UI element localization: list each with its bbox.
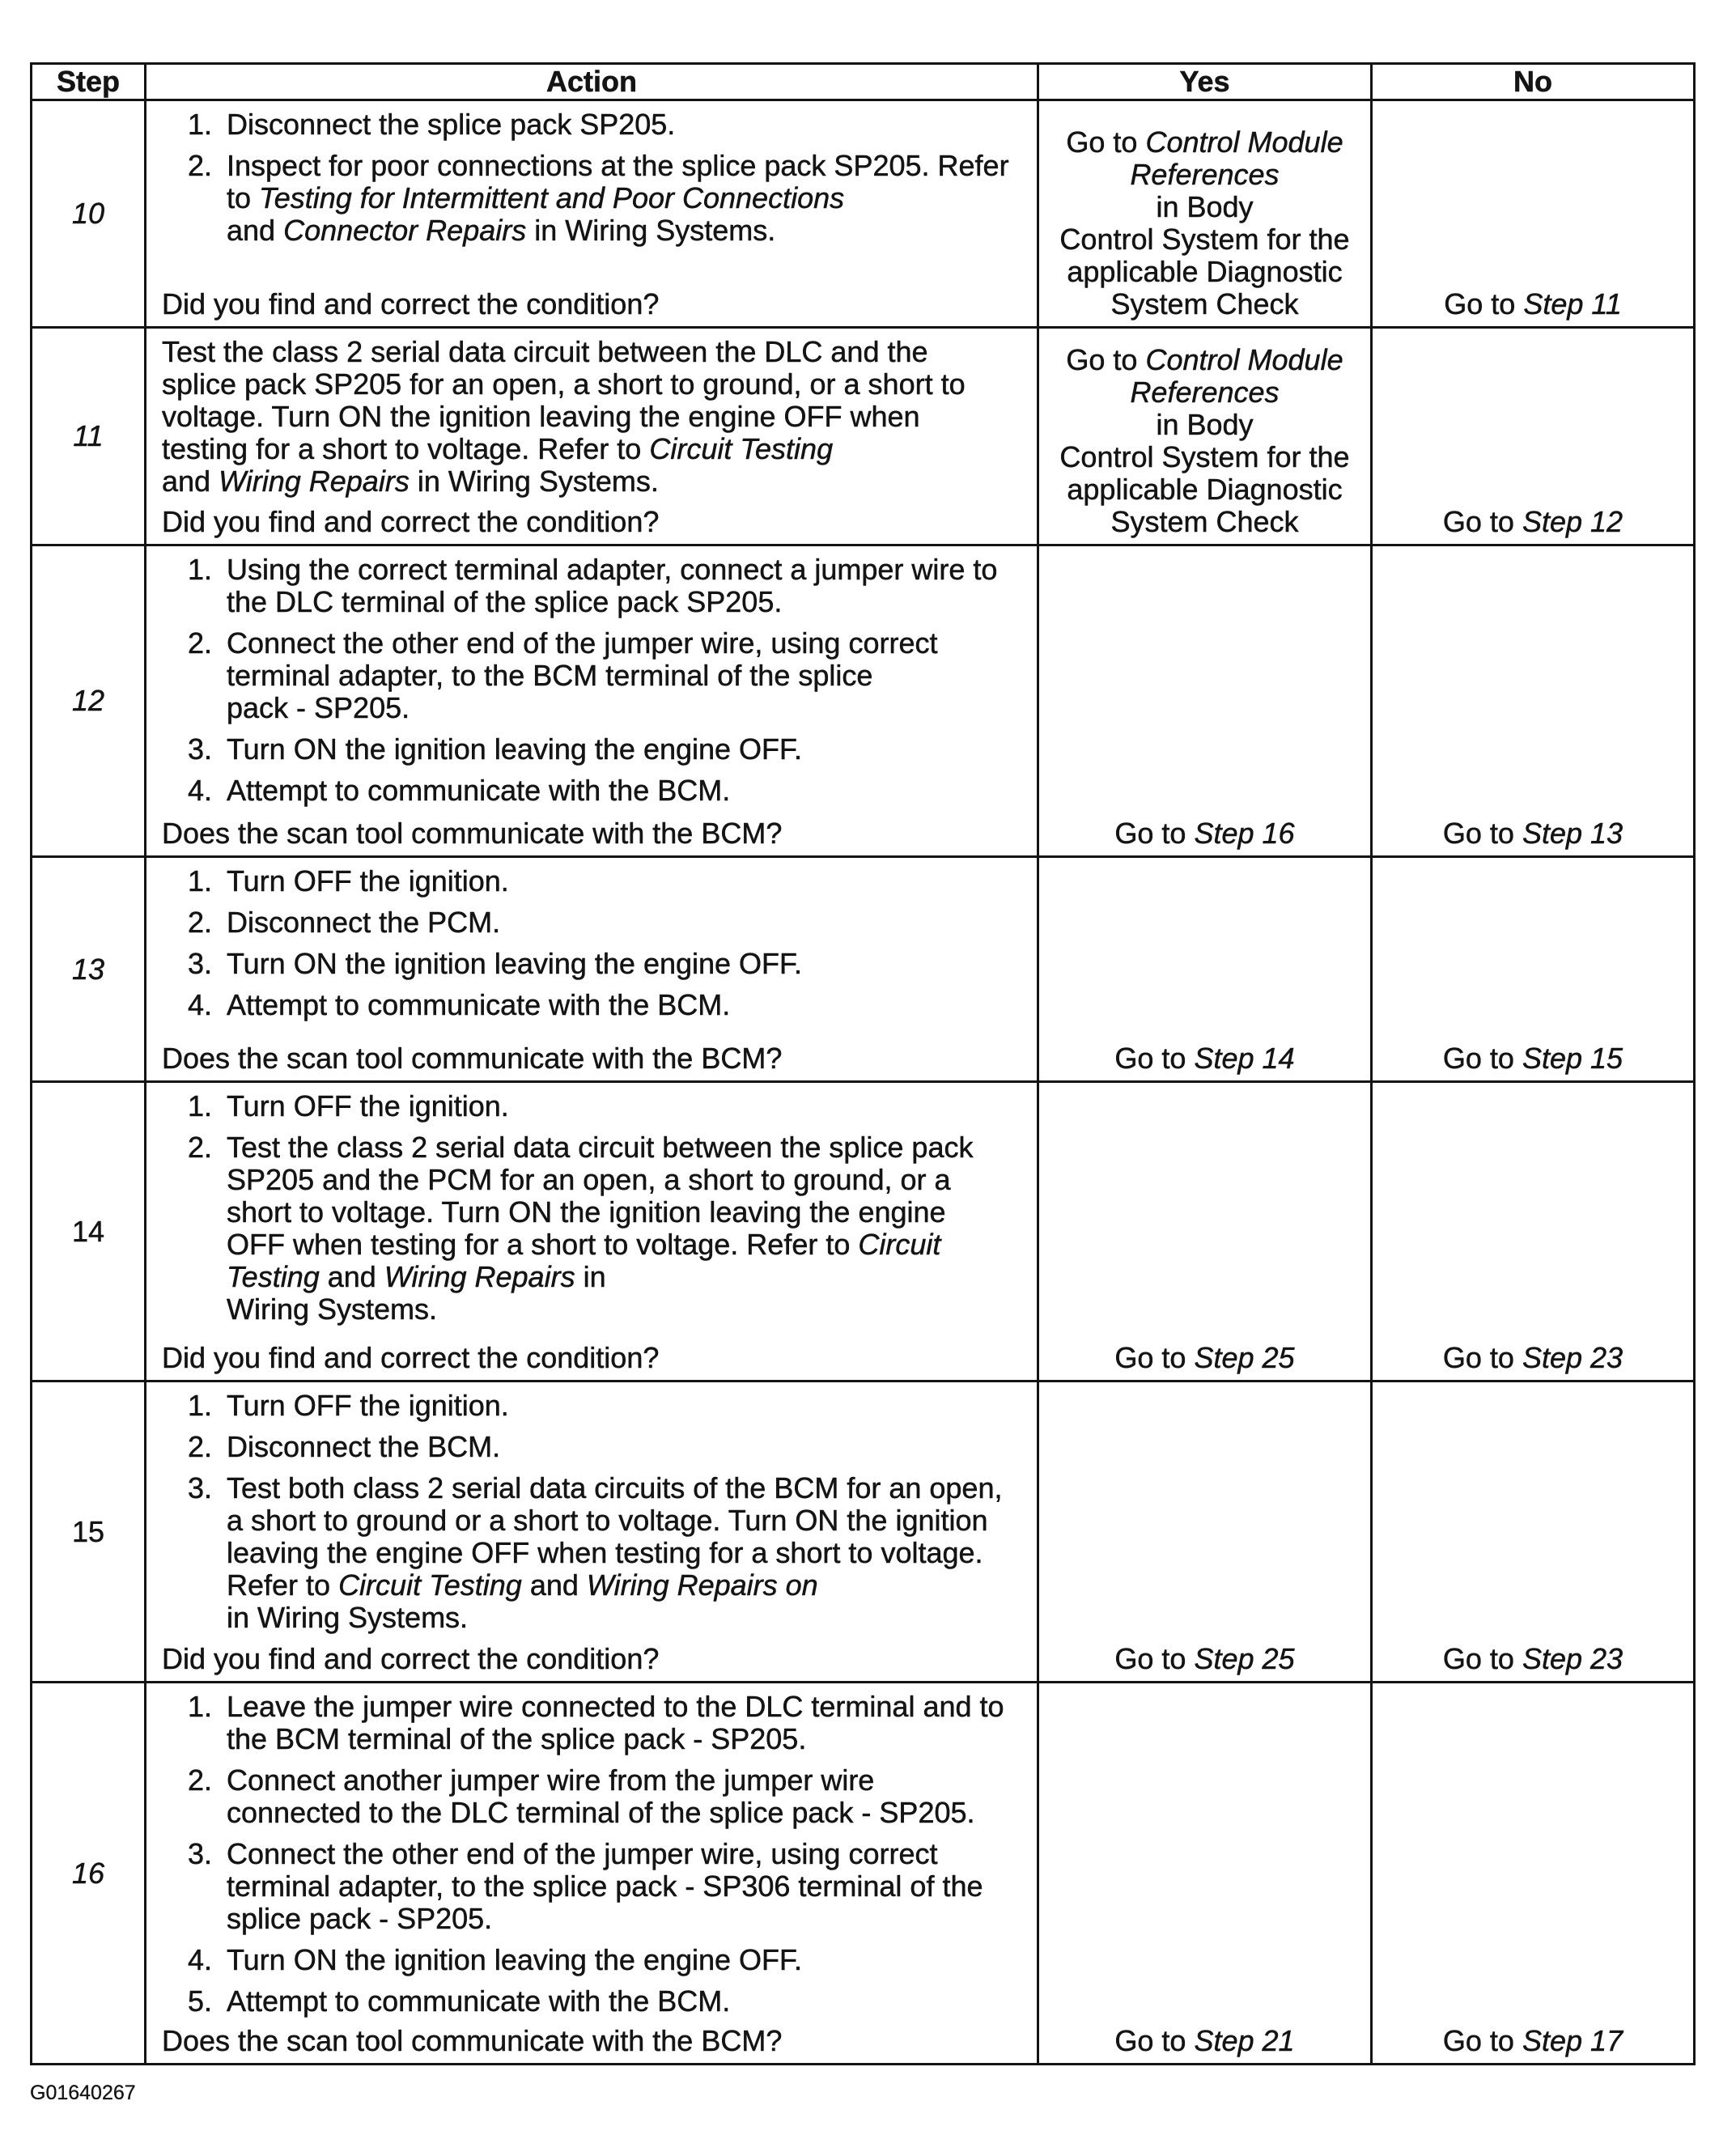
action-line bbox=[227, 1537, 1037, 1569]
action-line bbox=[227, 1090, 1037, 1123]
item-number: 2. bbox=[188, 149, 213, 182]
text-run: and bbox=[319, 1260, 384, 1293]
step-row bbox=[32, 546, 1696, 858]
step-row bbox=[32, 329, 1696, 546]
instruction-item bbox=[146, 1131, 1037, 1326]
action-line bbox=[227, 948, 1037, 980]
step-number-cell bbox=[32, 1382, 146, 1683]
action-line bbox=[227, 1131, 1037, 1164]
text-run: Go to bbox=[1442, 1042, 1522, 1075]
text-run: System Check bbox=[1110, 287, 1299, 320]
instruction-item bbox=[146, 1472, 1037, 1634]
item-number: 1. bbox=[188, 1690, 213, 1723]
step-row bbox=[32, 101, 1696, 329]
no-line bbox=[1443, 2025, 1623, 2057]
instruction-item bbox=[146, 1691, 1037, 1755]
action-line bbox=[227, 1472, 1037, 1505]
action-line bbox=[162, 433, 1037, 465]
instruction-item bbox=[146, 1838, 1037, 1935]
instruction-item bbox=[146, 1985, 1037, 2018]
text-run: and bbox=[162, 465, 219, 498]
italic-text: Wiring Repairs bbox=[219, 465, 410, 498]
text-run: Connect the other end of the jumper wire, using correct bbox=[227, 1837, 938, 1870]
text-run: Turn ON the ignition leaving the engine OFF. bbox=[227, 947, 803, 980]
no-cell bbox=[1373, 329, 1696, 546]
instruction-item bbox=[146, 906, 1037, 939]
yes-cell bbox=[1039, 546, 1373, 858]
italic-text: Step 25 bbox=[1194, 1341, 1295, 1374]
action-line bbox=[227, 554, 1037, 586]
step-number: 15 bbox=[71, 1514, 105, 1548]
action-cell bbox=[146, 329, 1039, 546]
text-run: Go to bbox=[1444, 287, 1524, 320]
text-run: Wiring Systems. bbox=[227, 1292, 438, 1326]
text-run: Go to bbox=[1442, 1642, 1522, 1675]
yes-line bbox=[1067, 256, 1342, 288]
yes-line bbox=[1059, 441, 1349, 473]
yes-line bbox=[1067, 473, 1342, 506]
yes-line bbox=[1114, 2025, 1294, 2057]
step-number-cell bbox=[32, 101, 146, 329]
item-number: 2. bbox=[188, 626, 213, 660]
text-run: Refer to bbox=[227, 1568, 339, 1602]
yes-cell bbox=[1039, 101, 1373, 329]
yes-line bbox=[1130, 376, 1279, 409]
yes-line bbox=[1130, 159, 1279, 191]
step-number-cell bbox=[32, 1083, 146, 1382]
no-line bbox=[1443, 1342, 1623, 1374]
action-cell bbox=[146, 546, 1039, 858]
action-cell bbox=[146, 1382, 1039, 1683]
text-run: to bbox=[227, 181, 260, 214]
text-run: Connect another jumper wire from the jumper wire bbox=[227, 1763, 875, 1797]
yes-line bbox=[1114, 1042, 1294, 1075]
no-line bbox=[1443, 817, 1623, 850]
text-run: voltage. Turn ON the ignition leaving the engine OFF when bbox=[162, 400, 920, 433]
text-run: Test the class 2 serial data circuit between the DLC and the bbox=[162, 335, 928, 368]
action-line bbox=[227, 586, 1037, 618]
italic-text: Testing for Intermittent and Poor Connections bbox=[259, 181, 845, 214]
text-run: in Body bbox=[1156, 408, 1254, 441]
italic-text: Wiring Repairs bbox=[384, 1260, 575, 1293]
yes-line bbox=[1059, 223, 1349, 256]
item-number: 3. bbox=[188, 947, 213, 980]
item-number: 2. bbox=[188, 1131, 213, 1164]
instruction-item bbox=[146, 1390, 1037, 1422]
yes-line bbox=[1110, 506, 1298, 538]
action-line bbox=[227, 1196, 1037, 1229]
header-no: No bbox=[1373, 65, 1696, 101]
text-run: a short to ground or a short to voltage. Turn ON the ignition bbox=[227, 1504, 988, 1537]
yes-cell bbox=[1039, 1382, 1373, 1683]
action-line bbox=[227, 1505, 1037, 1537]
item-number: 3. bbox=[188, 1471, 213, 1505]
text-run: Connect the other end of the jumper wire, using correct bbox=[227, 626, 938, 660]
yes-cell bbox=[1039, 1083, 1373, 1382]
italic-text: Circuit bbox=[858, 1228, 941, 1261]
italic-text: References bbox=[1130, 376, 1280, 409]
italic-text: Step 25 bbox=[1194, 1642, 1295, 1675]
item-number: 2. bbox=[188, 1763, 213, 1797]
action-line bbox=[227, 906, 1037, 939]
text-run: Go to bbox=[1442, 1341, 1522, 1374]
action-line bbox=[162, 401, 1037, 433]
diagnostic-table bbox=[30, 62, 1696, 2065]
action-line bbox=[227, 1764, 1037, 1797]
text-run: Disconnect the BCM. bbox=[227, 1430, 501, 1463]
item-number: 1. bbox=[188, 1389, 213, 1422]
instruction-item bbox=[146, 627, 1037, 724]
action-line bbox=[227, 1903, 1037, 1935]
action-line bbox=[227, 1293, 1037, 1326]
action-line bbox=[227, 1164, 1037, 1196]
instruction-item bbox=[146, 775, 1037, 807]
text-run: the BCM terminal of the splice pack - SP205. bbox=[227, 1722, 807, 1755]
italic-text: Step 12 bbox=[1522, 505, 1624, 538]
item-number: 1. bbox=[188, 108, 213, 141]
step-row bbox=[32, 858, 1696, 1083]
no-line bbox=[1444, 288, 1622, 320]
action-line bbox=[162, 465, 1037, 498]
instruction-item bbox=[146, 865, 1037, 898]
question-text: Did you find and correct the condition? bbox=[162, 505, 660, 538]
action-line bbox=[227, 1838, 1037, 1870]
no-cell bbox=[1373, 858, 1696, 1083]
no-cell bbox=[1373, 1083, 1696, 1382]
yes-line bbox=[1114, 817, 1294, 850]
text-run: Attempt to communicate with the BCM. bbox=[227, 1984, 731, 2018]
action-line bbox=[227, 1261, 1037, 1293]
text-run: Go to bbox=[1114, 1042, 1195, 1075]
table-header-row bbox=[32, 65, 1696, 101]
step-number-cell bbox=[32, 546, 146, 858]
text-run: and bbox=[521, 1568, 587, 1602]
action-line bbox=[227, 1390, 1037, 1422]
figure-id: G01640267 bbox=[30, 2082, 136, 2104]
text-run: Control System for the bbox=[1059, 440, 1350, 473]
action-line bbox=[227, 1691, 1037, 1723]
step-number-cell bbox=[32, 329, 146, 546]
item-number: 5. bbox=[188, 1984, 213, 2018]
yes-cell bbox=[1039, 858, 1373, 1083]
text-run: and bbox=[227, 214, 284, 247]
italic-text: Step 13 bbox=[1522, 817, 1624, 850]
action-line bbox=[227, 692, 1037, 724]
text-run: Turn OFF the ignition. bbox=[227, 864, 509, 898]
text-run: Disconnect the splice pack SP205. bbox=[227, 108, 676, 141]
action-line bbox=[227, 660, 1037, 692]
action-line bbox=[227, 1602, 1037, 1634]
text-run: terminal adapter, to the BCM terminal of the splice bbox=[227, 659, 873, 692]
text-run: Attempt to communicate with the BCM. bbox=[227, 774, 731, 807]
no-cell bbox=[1373, 1683, 1696, 2065]
yes-line bbox=[1066, 344, 1343, 376]
action-line bbox=[162, 336, 1037, 368]
instruction-paragraph bbox=[146, 336, 1037, 498]
italic-text: Step 21 bbox=[1194, 2024, 1295, 2057]
action-line bbox=[227, 1985, 1037, 2018]
text-run: testing for a short to voltage. Refer to bbox=[162, 432, 650, 465]
no-line bbox=[1443, 506, 1623, 538]
action-line bbox=[227, 1723, 1037, 1755]
italic-text: Connector Repairs bbox=[283, 214, 527, 247]
text-run: Go to bbox=[1114, 1642, 1195, 1675]
yes-line bbox=[1066, 126, 1343, 159]
action-line bbox=[227, 1569, 1037, 1602]
step-number: 16 bbox=[71, 1856, 105, 1890]
no-line bbox=[1443, 1042, 1623, 1075]
action-cell bbox=[146, 1083, 1039, 1382]
text-run: Turn OFF the ignition. bbox=[227, 1089, 509, 1123]
text-run: Disconnect the PCM. bbox=[227, 906, 501, 939]
action-line bbox=[227, 1431, 1037, 1463]
text-run: Test both class 2 serial data circuits of the BCM for an open, bbox=[227, 1471, 1003, 1505]
text-run: Turn ON the ignition leaving the engine OFF. bbox=[227, 1943, 803, 1976]
text-run: Attempt to communicate with the BCM. bbox=[227, 988, 731, 1021]
item-number: 1. bbox=[188, 1089, 213, 1123]
instruction-item bbox=[146, 150, 1037, 247]
action-line bbox=[227, 775, 1037, 807]
instruction-item bbox=[146, 1764, 1037, 1829]
item-number: 4. bbox=[188, 1943, 213, 1976]
yes-line bbox=[1114, 1643, 1294, 1675]
italic-text: Step 11 bbox=[1523, 287, 1622, 320]
italic-text: Step 23 bbox=[1522, 1341, 1624, 1374]
italic-text: Testing bbox=[227, 1260, 320, 1293]
text-run: Go to bbox=[1114, 817, 1195, 850]
text-run: in Body bbox=[1156, 190, 1254, 223]
text-run: Go to bbox=[1114, 1341, 1195, 1374]
yes-line bbox=[1114, 1342, 1294, 1374]
header-action: Action bbox=[146, 65, 1039, 101]
step-row bbox=[32, 1683, 1696, 2065]
item-number: 3. bbox=[188, 1837, 213, 1870]
text-run: Go to bbox=[1066, 125, 1146, 159]
text-run: Inspect for poor connections at the splice pack SP205. Refer bbox=[227, 149, 1009, 182]
text-run: Go to bbox=[1442, 817, 1522, 850]
text-run: in Wiring Systems. bbox=[526, 214, 776, 247]
text-run: splice pack SP205 for an open, a short to ground, or a short to bbox=[162, 367, 966, 401]
yes-line bbox=[1156, 409, 1253, 441]
text-run: Turn OFF the ignition. bbox=[227, 1389, 509, 1422]
item-number: 1. bbox=[188, 553, 213, 586]
question-text: Does the scan tool communicate with the BCM? bbox=[162, 817, 783, 850]
instruction-item bbox=[146, 733, 1037, 766]
italic-text: Circuit Testing bbox=[338, 1568, 522, 1602]
text-run: connected to the DLC terminal of the splice pack - SP205. bbox=[227, 1796, 975, 1829]
italic-text: Step 17 bbox=[1522, 2024, 1624, 2057]
instruction-item bbox=[146, 1944, 1037, 1976]
yes-cell bbox=[1039, 329, 1373, 546]
step-number: 14 bbox=[71, 1214, 105, 1248]
question-text: Did you find and correct the condition? bbox=[162, 1642, 660, 1675]
question-text: Does the scan tool communicate with the BCM? bbox=[162, 1042, 783, 1075]
text-run: Leave the jumper wire connected to the DLC terminal and to bbox=[227, 1690, 1004, 1723]
step-number: 11 bbox=[73, 419, 104, 452]
question-text: Did you find and correct the condition? bbox=[162, 287, 660, 320]
step-number: 10 bbox=[71, 197, 105, 230]
italic-text: References bbox=[1130, 158, 1280, 191]
text-run: Go to bbox=[1114, 2024, 1195, 2057]
text-run: pack - SP205. bbox=[227, 691, 410, 724]
text-run: in bbox=[575, 1260, 606, 1293]
action-line bbox=[227, 627, 1037, 660]
no-cell bbox=[1373, 546, 1696, 858]
step-number-cell bbox=[32, 858, 146, 1083]
text-run: OFF when testing for a short to voltage. Refer to bbox=[227, 1228, 859, 1261]
yes-line bbox=[1110, 288, 1298, 320]
action-cell bbox=[146, 858, 1039, 1083]
step-number-cell bbox=[32, 1683, 146, 2065]
question-text: Did you find and correct the condition? bbox=[162, 1341, 660, 1374]
instruction-item bbox=[146, 554, 1037, 618]
step-number: 13 bbox=[71, 952, 105, 986]
step-row bbox=[32, 1382, 1696, 1683]
item-number: 4. bbox=[188, 988, 213, 1021]
action-line bbox=[162, 368, 1037, 401]
item-number: 1. bbox=[188, 864, 213, 898]
italic-text: Step 14 bbox=[1194, 1042, 1295, 1075]
yes-cell bbox=[1039, 1683, 1373, 2065]
text-run: Turn ON the ignition leaving the engine OFF. bbox=[227, 732, 803, 766]
italic-text: Step 16 bbox=[1194, 817, 1295, 850]
text-run: in Wiring Systems. bbox=[409, 465, 659, 498]
text-run: short to voltage. Turn ON the ignition leaving the engine bbox=[227, 1195, 946, 1229]
text-run: applicable Diagnostic bbox=[1067, 255, 1343, 288]
no-cell bbox=[1373, 101, 1696, 329]
item-number: 4. bbox=[188, 774, 213, 807]
action-line bbox=[227, 150, 1037, 182]
item-number: 3. bbox=[188, 732, 213, 766]
action-line bbox=[227, 182, 1037, 214]
text-run: Go to bbox=[1442, 2024, 1522, 2057]
text-run: terminal adapter, to the splice pack - SP306 terminal of the bbox=[227, 1870, 983, 1903]
action-line bbox=[227, 1944, 1037, 1976]
action-line bbox=[227, 214, 1037, 247]
text-run: System Check bbox=[1110, 505, 1299, 538]
text-run: splice pack - SP205. bbox=[227, 1902, 493, 1935]
yes-line bbox=[1156, 191, 1253, 223]
action-line bbox=[227, 1797, 1037, 1829]
italic-text: Control Module bbox=[1145, 343, 1343, 376]
italic-text: Control Module bbox=[1145, 125, 1343, 159]
action-line bbox=[227, 989, 1037, 1021]
text-run: Using the correct terminal adapter, connect a jumper wire to bbox=[227, 553, 998, 586]
action-line bbox=[227, 108, 1037, 141]
instruction-item bbox=[146, 989, 1037, 1021]
text-run: Go to bbox=[1442, 505, 1522, 538]
header-step: Step bbox=[32, 65, 146, 101]
text-run: Go to bbox=[1066, 343, 1146, 376]
italic-text: Step 23 bbox=[1522, 1642, 1624, 1675]
action-cell bbox=[146, 101, 1039, 329]
action-line bbox=[227, 1229, 1037, 1261]
action-cell bbox=[146, 1683, 1039, 2065]
italic-text: Step 15 bbox=[1522, 1042, 1624, 1075]
italic-text: Circuit Testing bbox=[649, 432, 834, 465]
step-row bbox=[32, 1083, 1696, 1382]
text-run: in Wiring Systems. bbox=[227, 1601, 469, 1634]
no-cell bbox=[1373, 1382, 1696, 1683]
text-run: the DLC terminal of the splice pack SP205. bbox=[227, 585, 783, 618]
italic-text: Wiring Repairs on bbox=[586, 1568, 818, 1602]
item-number: 2. bbox=[188, 1430, 213, 1463]
question-text: Does the scan tool communicate with the BCM? bbox=[162, 2024, 783, 2057]
text-run: applicable Diagnostic bbox=[1067, 473, 1343, 506]
action-line bbox=[227, 865, 1037, 898]
instruction-item bbox=[146, 108, 1037, 141]
instruction-item bbox=[146, 948, 1037, 980]
text-run: Control System for the bbox=[1059, 223, 1350, 256]
header-yes: Yes bbox=[1039, 65, 1373, 101]
text-run: SP205 and the PCM for an open, a short to ground, or a bbox=[227, 1163, 951, 1196]
text-run: leaving the engine OFF when testing for a short to voltage. bbox=[227, 1536, 983, 1569]
action-line bbox=[227, 733, 1037, 766]
instruction-item bbox=[146, 1090, 1037, 1123]
instruction-item bbox=[146, 1431, 1037, 1463]
text-run: Test the class 2 serial data circuit between the splice pack bbox=[227, 1131, 974, 1164]
action-line bbox=[227, 1870, 1037, 1903]
step-number: 12 bbox=[71, 684, 105, 717]
item-number: 2. bbox=[188, 906, 213, 939]
no-line bbox=[1443, 1643, 1623, 1675]
